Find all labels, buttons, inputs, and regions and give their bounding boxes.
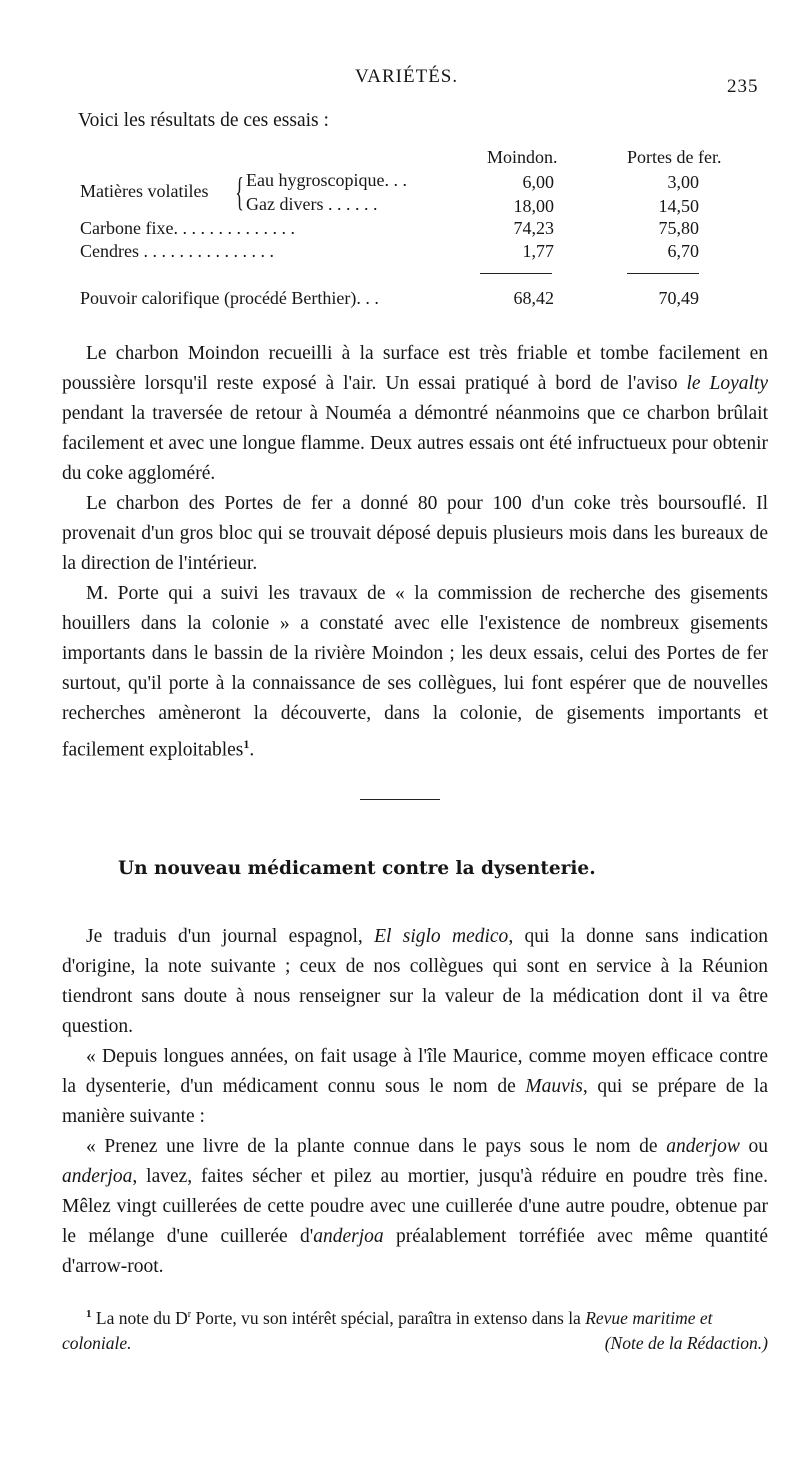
editorial-note: (Note de la Rédaction.)	[604, 1332, 768, 1353]
table-cell: 18,00	[513, 196, 554, 216]
running-header: VARIÉTÉS.	[355, 66, 459, 87]
paragraph: « Depuis longues années, on fait usage à l'île Maurice, comme moyen efficace contre la dysenterie, d'un médicament connu sous le nom de Mauvis, qui se prépare de la manière suivante :	[62, 1046, 768, 1127]
revue-title: Revue maritime et coloniale.	[62, 1307, 713, 1353]
table-cell: 1,77	[522, 241, 554, 261]
col-header-moindon: Moindon.	[487, 147, 558, 167]
table-cell: 75,80	[658, 218, 699, 238]
group-label: Matières volatiles	[80, 181, 209, 201]
remedy-name: Mauvis	[525, 1076, 583, 1097]
col-header-portes: Portes de fer.	[627, 147, 722, 167]
plant-name: anderjoa	[313, 1226, 384, 1247]
table-row-label: Eau hygroscopique. . .	[246, 170, 407, 190]
plant-name: anderjow	[666, 1136, 740, 1157]
body-text-upper	[62, 339, 768, 766]
table-cell: 74,23	[513, 218, 554, 238]
brace-icon: {	[235, 169, 244, 214]
paragraph: « Prenez une livre de la plante connue dans le pays sous le nom de anderjow ou anderjoa, lavez, faites sécher et pilez au mortier, jusqu'à réduire en poudre très fine. Mêlez vingt cuillerées de cette poudre avec une cuillerée d'une autre poudre, obtenue par le mélange d'une cuillerée d'anderjoa préalablement torréfiée avec même quantité d'arrow-root.	[62, 1136, 769, 1277]
table-row-label: Gaz divers . . . . . .	[246, 194, 378, 214]
section-separator	[360, 799, 440, 800]
sum-rule	[480, 273, 552, 274]
plant-name: anderjoa	[62, 1166, 133, 1187]
table-cell: 6,00	[522, 172, 554, 192]
total-label: Pouvoir calorifique (procédé Berthier). . .	[80, 288, 379, 308]
paragraph: Je traduis d'un journal espagnol, El siglo medico, qui la donne sans indication d'origine, la note suivante ; ceux de nos collègues qui sont en service à la Réunion tiendront sans doute à nous renseigner sur la valeur de la médication dont il va être question.	[62, 926, 768, 1037]
table-cell: 68,42	[513, 288, 554, 308]
table-row-label: Cendres . . . . . . . . . . . . . . .	[80, 241, 274, 261]
sum-rule	[627, 273, 699, 274]
paragraph: Le charbon des Portes de fer a donné 80 pour 100 d'un coke très boursouflé. Il provenait d'un gros bloc qui se trouvait déposé depuis plusieurs mois dans les bureaux de la direction de l'intérieur.	[62, 493, 768, 574]
table-cell: 70,49	[658, 288, 699, 308]
body-text-lower	[62, 922, 768, 1282]
footnote-ref: 1	[243, 737, 250, 751]
section-title: Un nouveau médicament contre la dysenterie.	[118, 858, 596, 879]
intro-text: Voici les résultats de ces essais :	[78, 110, 329, 131]
footnote-marker: 1	[86, 1308, 92, 1320]
paragraph: Le charbon Moindon recueilli à la surface est très friable et tombe facilement en poussière lorsqu'il reste exposé à l'air. Un essai pratiqué à bord de l'aviso le Loyalty pendant la traversée de retour à Nouméa a démontré néanmoins que ce charbon brûlait facilement et avec une longue flamme. Deux autres essais ont été infructueux pour obtenir du coke aggloméré.	[62, 343, 768, 484]
page-number: 235	[727, 76, 759, 97]
table-cell: 6,70	[667, 241, 699, 261]
ship-name: le Loyalty	[686, 373, 768, 394]
table-cell: 3,00	[667, 172, 699, 192]
table-cell: 14,50	[658, 196, 699, 216]
footnote: $^1$ La note du $D^r$ Porte, vu son intérêt spécial, paraîtra in extenso dans la Revue maritime et coloniale. (Note de la Rédaction.)	[62, 1302, 768, 1356]
paragraph: M. Porte qui a suivi les travaux de « la commission de recherche des gisements houillers dans la colonie » a constaté avec elle l'existence de nombreux gisements importants dans le bassin de la rivière Moindon ; les deux essais, celui des Portes de fer surtout, qu'il porte à la connaissance de ses collègues, lui font espérer que de nouvelles recherches amèneront la découverte, dans la colonie, de gisements importants et facilement exploitables$^1$.	[62, 583, 768, 761]
table-row-label: Carbone fixe. . . . . . . . . . . . . .	[80, 218, 295, 238]
journal-name: El siglo medico	[374, 926, 509, 947]
